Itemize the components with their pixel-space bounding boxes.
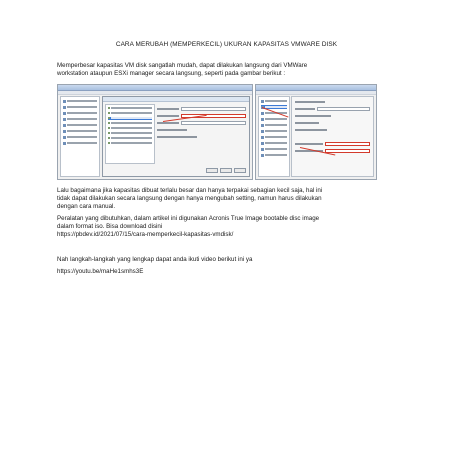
memory-icon <box>261 100 264 103</box>
disk-options-panel <box>291 96 374 177</box>
network-icon <box>261 124 264 127</box>
third-paragraph <box>57 215 397 240</box>
disk-settings-panel <box>157 104 246 164</box>
vm-icon <box>63 124 66 127</box>
cancel-button <box>220 168 232 173</box>
intro-line-1: Memperbesar kapasitas VM disk sangatlah mudah, dapat dilakukan langsung dari VMWare <box>57 62 308 69</box>
help-button <box>234 168 246 173</box>
fourth-paragraph: Nah langkah-langkah yang lengkap dapat anda ikuti video berikut ini ya <box>57 256 253 263</box>
cd-drive-icon <box>261 118 264 121</box>
download-link[interactable]: https://pbdev.id/2021/07/15/cara-memperkecil-kapasitas-vmdisk/ <box>57 231 234 239</box>
sound-icon <box>108 137 110 139</box>
vm-settings-dialog <box>102 96 250 177</box>
screenshot-figure <box>57 84 377 180</box>
window-toolbar <box>256 91 376 95</box>
dialog-buttons <box>206 168 246 173</box>
compact-disk-button <box>325 149 370 153</box>
video-link[interactable]: https://youtu.be/maHe1smhs3E <box>57 268 144 275</box>
display-icon <box>261 136 264 139</box>
cd-drive-icon <box>108 122 110 124</box>
para2-line-3: dengan cara manual. <box>57 203 116 211</box>
vm-icon <box>63 106 66 109</box>
vm-icon <box>63 112 66 115</box>
memory-icon <box>108 107 110 109</box>
hardware-list <box>105 104 155 164</box>
network-icon <box>108 127 110 129</box>
display-icon <box>108 142 110 144</box>
intro-line-2: workstation ataupun ESXi manager secara langsung, seperti pada gambar berikut : <box>57 70 286 78</box>
vmware-settings-screenshot <box>57 84 253 180</box>
second-paragraph <box>57 187 397 212</box>
folder-icon <box>63 100 66 103</box>
expand-disk-button <box>325 142 370 146</box>
document-title: CARA MERUBAH (MEMPERKECIL) UKURAN KAPASITAS VMWARE DISK <box>115 41 338 48</box>
dialog-titlebar <box>103 97 249 102</box>
window-toolbar <box>58 91 252 95</box>
intro-paragraph <box>57 62 397 78</box>
para3-line-1: Peralatan yang dibutuhkan, dalam artikel ini digunakan Acronis True Image bootable disc image <box>57 215 320 222</box>
vm-icon <box>63 118 66 121</box>
serial-port-icon <box>261 154 264 157</box>
vm-icon <box>63 136 66 139</box>
usb-icon <box>108 132 110 134</box>
sound-icon <box>261 148 264 151</box>
esxi-settings-screenshot <box>255 84 377 180</box>
vm-library-tree <box>60 96 100 177</box>
para3-line-2: dalam format iso. Bisa download disini <box>57 223 163 231</box>
hard-disk-icon <box>108 117 110 119</box>
vm-icon <box>63 142 66 145</box>
vm-icon <box>63 130 66 133</box>
ok-button <box>206 168 218 173</box>
cpu-icon <box>261 112 264 115</box>
cpu-icon <box>108 112 110 114</box>
usb-icon <box>261 130 264 133</box>
printer-icon <box>261 142 264 145</box>
para2-line-1: Lalu bagaimana jika kapasitas dibuat terlalu besar dan hanya terpakai sebagian kecil saja, hal ini <box>57 187 323 194</box>
para2-line-2: tidak dapat dilakukan secara langsung dengan hanya mengubah setting, namun harus dilakukan <box>57 195 322 203</box>
